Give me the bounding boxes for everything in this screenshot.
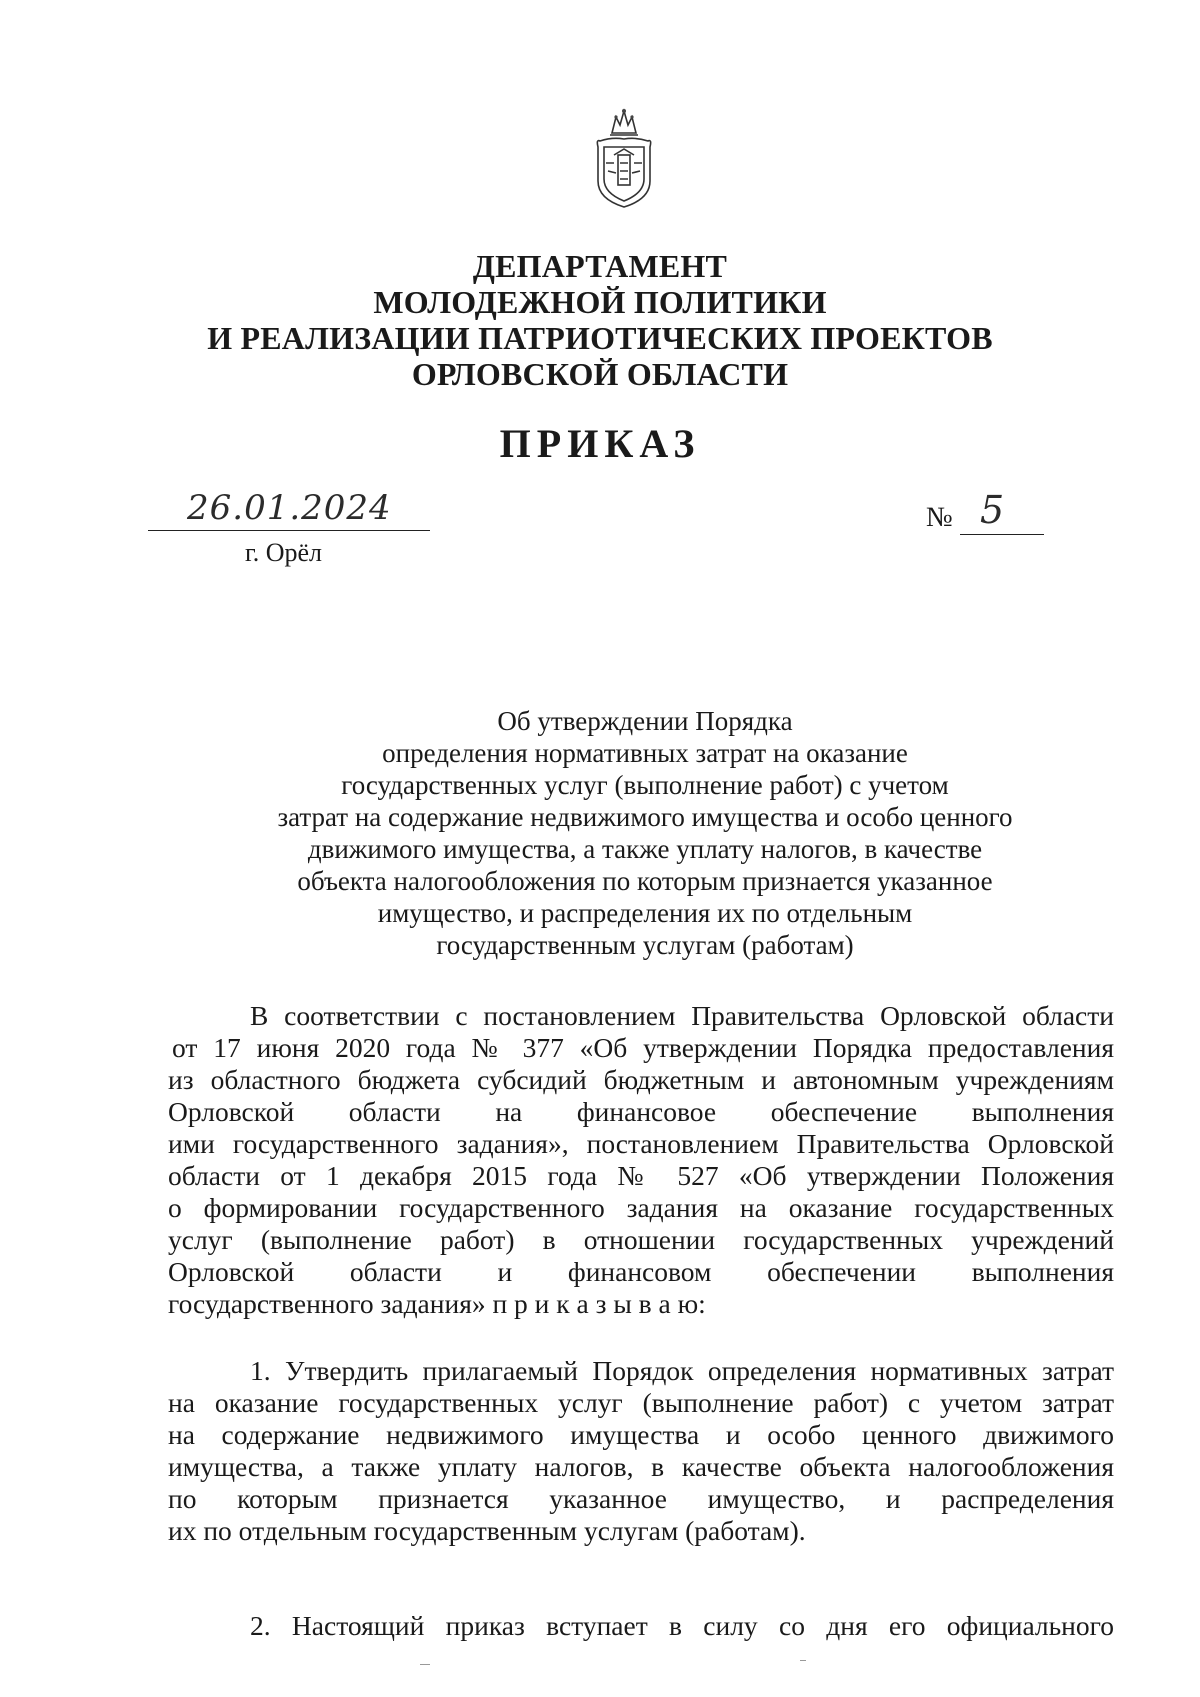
subject-line: затрат на содержание недвижимого имущества и особо ценного — [277, 802, 1013, 832]
scan-speck — [420, 1664, 430, 1665]
document-type-title: ПРИКАЗ — [499, 421, 701, 466]
subject-line: государственных услуг (выполнение работ) с учетом — [341, 770, 949, 800]
paragraph-line: области от 1 декабря 2015 года № 527 «Об утверждении Положения — [168, 1160, 1114, 1191]
paragraph-line: на содержание недвижимого имущества и особо ценного движимого — [168, 1419, 1114, 1450]
subject-line: Об утверждении Порядка — [497, 706, 793, 736]
paragraph-line: о формировании государственного задания на оказание государственных — [168, 1192, 1114, 1223]
paragraph-line: 1. Утвердить прилагаемый Порядок определения нормативных затрат — [250, 1355, 1114, 1386]
paragraph-line: от 17 июня 2020 года № 377 «Об утверждении Порядка предоставления — [172, 1032, 1114, 1063]
number-underline — [960, 534, 1044, 535]
item-1-paragraph — [168, 1355, 1114, 1547]
org-title-line: ДЕПАРТАМЕНТ — [472, 248, 728, 284]
org-title-line: И РЕАЛИЗАЦИИ ПАТРИОТИЧЕСКИХ ПРОЕКТОВ — [207, 320, 993, 356]
paragraph-line: В соответствии с постановлением Правительства Орловской области — [250, 1000, 1114, 1031]
subject-line: определения нормативных затрат на оказание — [382, 738, 908, 768]
paragraph-line: имущества, а также уплату налогов, в качестве объекта налогообложения — [168, 1451, 1114, 1482]
preamble-paragraph — [168, 1000, 1114, 1320]
city-label: г. Орёл — [245, 538, 323, 567]
number-sign: № — [926, 502, 953, 533]
paragraph-line: Орловской области на финансовое обеспечение выполнения — [168, 1096, 1114, 1127]
paragraph-line: Орловской области и финансовом обеспечении выполнения — [168, 1256, 1114, 1287]
paragraph-line: ими государственного задания», постановлением Правительства Орловской — [168, 1128, 1114, 1159]
subject-line: государственным услугам (работам) — [436, 930, 854, 960]
org-title-line: МОЛОДЕЖНОЙ ПОЛИТИКИ — [373, 284, 827, 320]
paragraph-line: государственного задания» п р и к а з ы в а ю: — [168, 1288, 706, 1319]
subject-line: объекта налогообложения по которым признается указанное — [297, 866, 993, 896]
paragraph-line: 2. Настоящий приказ вступает в силу со дня его официального — [250, 1610, 1114, 1641]
item-2-paragraph — [168, 1610, 1114, 1642]
paragraph-line: по которым признается указанное имущество, и распределения — [168, 1483, 1114, 1514]
subject-line: имущество, и распределения их по отдельным — [377, 898, 913, 928]
order-subject — [250, 705, 1040, 961]
paragraph-line: на оказание государственных услуг (выполнение работ) с учетом затрат — [168, 1387, 1114, 1418]
handwritten-date: 26.01.2024 — [187, 488, 392, 528]
orel-oblast-coat-of-arms-icon — [592, 103, 656, 211]
paragraph-line: их по отдельным государственным услугам (работам). — [168, 1515, 806, 1546]
scan-speck — [800, 1660, 806, 1661]
date-underline — [148, 530, 430, 531]
subject-line: движимого имущества, а также уплату налогов, в качестве — [307, 834, 983, 864]
handwritten-number: 5 — [980, 488, 1005, 532]
paragraph-line: услуг (выполнение работ) в отношении государственных учреждений — [168, 1224, 1114, 1255]
paragraph-line: из областного бюджета субсидий бюджетным и автономным учреждениям — [168, 1064, 1114, 1095]
org-title-line: ОРЛОВСКОЙ ОБЛАСТИ — [411, 356, 789, 392]
